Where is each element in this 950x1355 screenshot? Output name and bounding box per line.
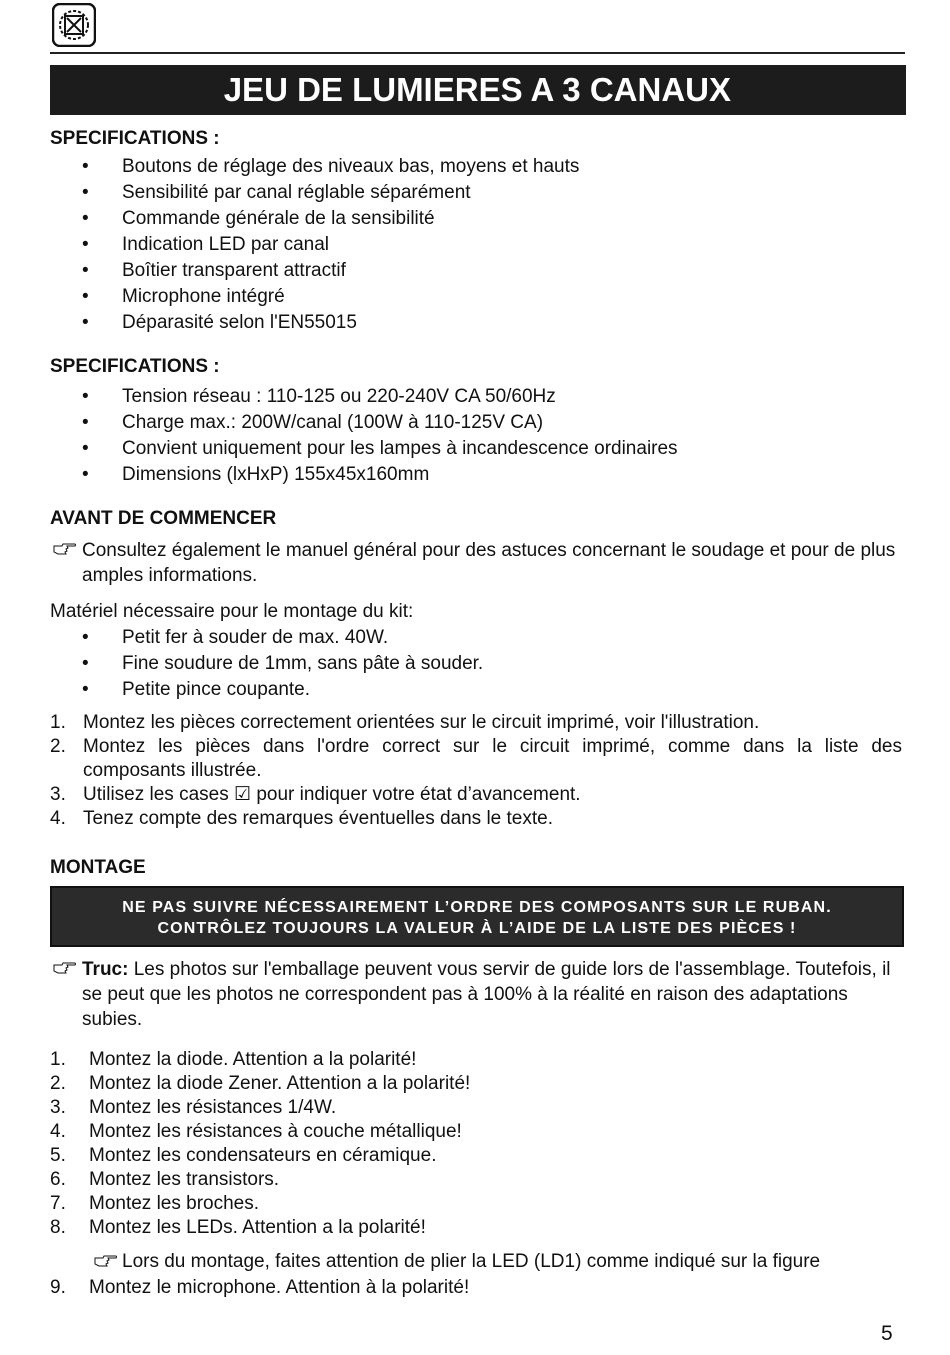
list-item: 2. Montez la diode Zener. Attention a la polarité!	[50, 1073, 471, 1094]
list-item: • Boutons de réglage des niveaux bas, moyens et hauts	[80, 154, 900, 180]
specs1-list	[80, 154, 900, 336]
list-item: • Commande générale de la sensibilité	[80, 206, 900, 232]
specs2-heading: SPECIFICATIONS :	[50, 356, 220, 377]
avant-heading: AVANT DE COMMENCER	[50, 508, 277, 529]
list-item: • Microphone intégré	[80, 284, 900, 310]
list-item: • Petite pince coupante.	[80, 677, 900, 703]
list-item: 7. Montez les broches.	[50, 1193, 260, 1214]
list-item: • Déparasité selon l'EN55015	[80, 310, 900, 336]
list-item: 4. Montez les résistances à couche métallique!	[50, 1121, 462, 1142]
header-rule	[50, 52, 905, 54]
page-number: 5	[881, 1322, 893, 1345]
avant-note: Consultez également le manuel général pour des astuces concernant le soudage et pour de plus amples informations.	[82, 540, 896, 586]
specs1-heading: SPECIFICATIONS :	[50, 128, 220, 149]
list-item: 8. Montez les LEDs. Attention a la polarité!	[50, 1217, 426, 1238]
materiel-list	[80, 625, 900, 703]
pointing-hand-icon	[53, 541, 77, 555]
page-title: JEU DE LUMIERES A 3 CANAUX	[50, 65, 906, 115]
list-item: 2. Montez les pièces dans l'ordre correct sur le circuit imprimé, comme dans la liste des composants illustrée.	[50, 736, 902, 781]
list-item: • Petit fer à souder de max. 40W.	[80, 625, 900, 651]
montage-step-9	[50, 1276, 902, 1300]
led-note: Lors du montage, faites attention de plier la LED (LD1) comme indiqué sur la figure	[122, 1251, 821, 1272]
list-item: 5. Montez les condensateurs en céramique.	[50, 1145, 437, 1166]
list-item: • Charge max.: 200W/canal (100W à 110-125V CA)	[80, 410, 900, 436]
pointing-hand-icon	[53, 960, 77, 974]
montage-steps	[50, 1048, 902, 1240]
specs2-list	[80, 384, 900, 488]
pointing-hand-icon	[94, 1253, 118, 1267]
list-item: 3. Montez les résistances 1/4W.	[50, 1097, 337, 1118]
montage-heading: MONTAGE	[50, 857, 146, 878]
list-item: • Sensibilité par canal réglable séparément	[80, 180, 900, 206]
list-item: 4. Tenez compte des remarques éventuelles dans le texte.	[50, 808, 553, 829]
kit-logo-icon	[52, 3, 96, 47]
list-item: 1. Montez les pièces correctement orientées sur le circuit imprimé, voir l'illustration.	[50, 712, 760, 733]
list-item: 3. Utilisez les cases ☑ pour indiquer votre état d’avancement.	[50, 784, 581, 805]
warning-banner: NE PAS SUIVRE NÉCESSAIREMENT L’ORDRE DES COMPOSANTS SUR LE RUBAN. CONTRÔLEZ TOUJOURS LA VALEUR À L’AIDE DE LA LISTE DES PIÈCES !	[50, 886, 904, 947]
tip-note: Truc: Les photos sur l'emballage peuvent vous servir de guide lors de l'assemblage. Toutefois, il se peut que les photos ne correspondent pas à 100% à la réalité en raison des adaptations subies.	[82, 959, 891, 1030]
list-item: 6. Montez les transistors.	[50, 1169, 280, 1190]
list-item: • Indication LED par canal	[80, 232, 900, 258]
materiel-intro: Matériel nécessaire pour le montage du kit:	[50, 601, 414, 622]
checkbox-icon: ☑	[234, 784, 252, 805]
list-item: • Convient uniquement pour les lampes à incandescence ordinaires	[80, 436, 900, 462]
list-item: • Dimensions (lxHxP) 155x45x160mm	[80, 462, 900, 488]
avant-steps	[50, 711, 902, 831]
list-item: • Fine soudure de 1mm, sans pâte à souder.	[80, 651, 900, 677]
list-item: 1. Montez la diode. Attention a la polarité!	[50, 1049, 417, 1070]
list-item: • Tension réseau : 110-125 ou 220-240V CA 50/60Hz	[80, 384, 900, 410]
list-item: • Boîtier transparent attractif	[80, 258, 900, 284]
list-item: 9. Montez le microphone. Attention à la polarité!	[50, 1277, 470, 1298]
